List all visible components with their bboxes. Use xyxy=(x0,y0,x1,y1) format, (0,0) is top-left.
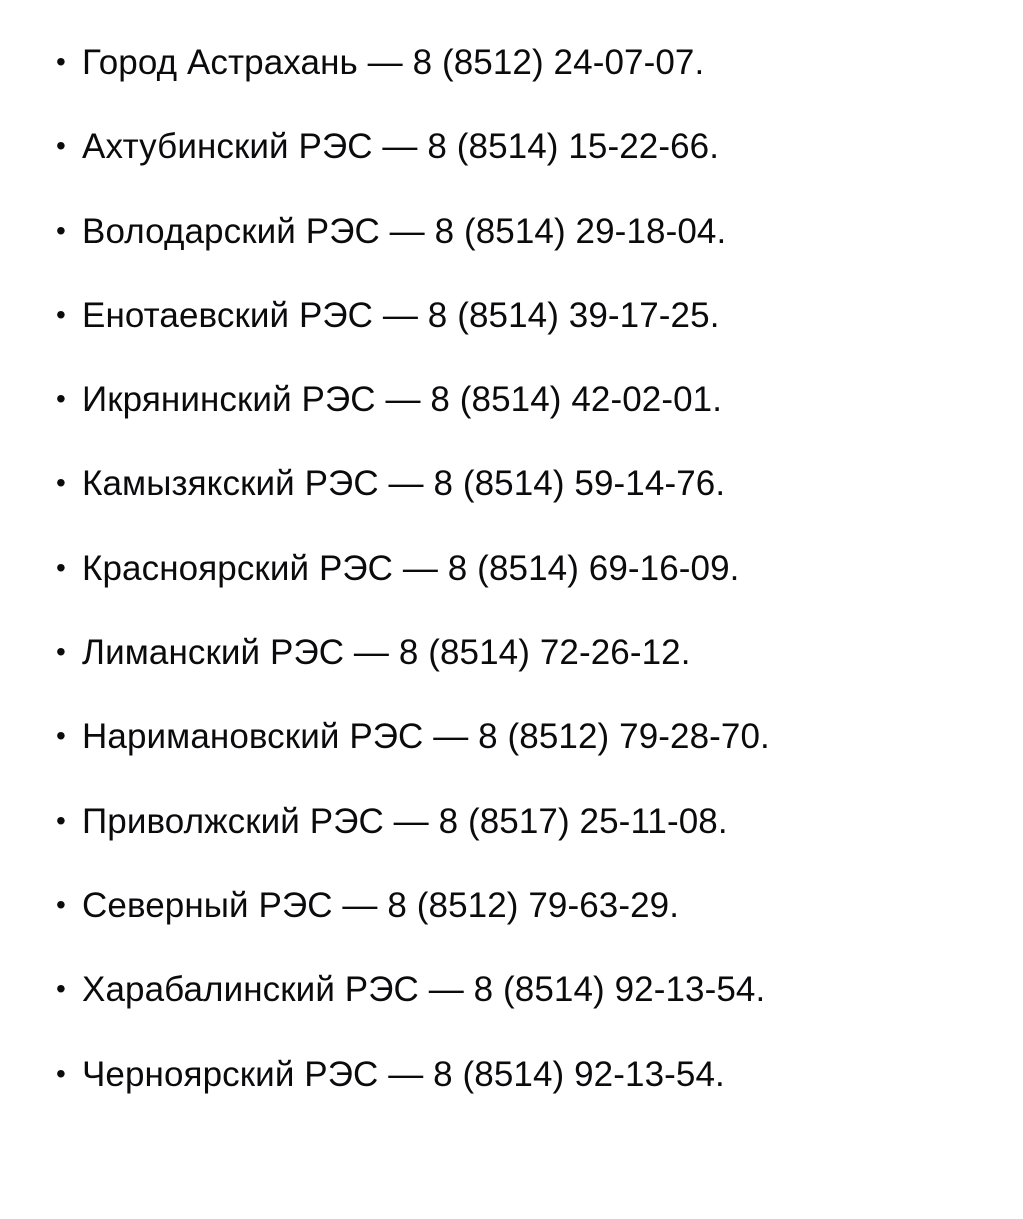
list-item xyxy=(40,42,983,83)
list-item xyxy=(40,463,983,504)
list-item-text: Ахтубинский РЭС — 8 (8514) 15-22-66. xyxy=(82,127,720,167)
bullet-icon: • xyxy=(56,214,66,246)
bullet-icon: • xyxy=(56,1057,66,1089)
bullet-icon: • xyxy=(56,888,66,920)
list-item-text: Харабалинский РЭС — 8 (8514) 92-13-54. xyxy=(82,970,766,1010)
list-item-text: Володарский РЭС — 8 (8514) 29-18-04. xyxy=(82,211,727,251)
list-item xyxy=(40,885,983,926)
bullet-icon: • xyxy=(56,383,66,415)
contact-list xyxy=(40,42,983,1095)
list-item xyxy=(40,969,983,1010)
list-item-text: Лиманский РЭС — 8 (8514) 72-26-12. xyxy=(82,633,691,673)
list-item-text: Приволжский РЭС — 8 (8517) 25-11-08. xyxy=(82,801,728,841)
list-item xyxy=(40,1054,983,1095)
list-item xyxy=(40,211,983,252)
list-item xyxy=(40,716,983,757)
bullet-icon: • xyxy=(56,720,66,752)
bullet-icon: • xyxy=(56,636,66,668)
list-item xyxy=(40,801,983,842)
list-item-text: Черноярский РЭС — 8 (8514) 92-13-54. xyxy=(82,1054,725,1094)
list-item-text: Северный РЭС — 8 (8512) 79-63-29. xyxy=(82,885,680,925)
bullet-icon: • xyxy=(56,467,66,499)
bullet-icon: • xyxy=(56,130,66,162)
list-item xyxy=(40,126,983,167)
bullet-icon: • xyxy=(56,46,66,77)
bullet-icon: • xyxy=(56,973,66,1005)
list-item xyxy=(40,295,983,336)
list-item-text: Красноярский РЭС — 8 (8514) 69-16-09. xyxy=(82,548,740,588)
list-item-text: Город Астрахань — 8 (8512) 24-07-07. xyxy=(82,43,705,82)
list-item-text: Енотаевский РЭС — 8 (8514) 39-17-25. xyxy=(82,295,720,335)
bullet-icon: • xyxy=(56,804,66,836)
list-item-text: Икрянинский РЭС — 8 (8514) 42-02-01. xyxy=(82,380,723,420)
bullet-icon: • xyxy=(56,551,66,583)
list-item-text: Камызякский РЭС — 8 (8514) 59-14-76. xyxy=(82,464,726,504)
list-item xyxy=(40,548,983,589)
bullet-icon: • xyxy=(56,298,66,330)
list-item xyxy=(40,379,983,420)
list-item-text: Наримановский РЭС — 8 (8512) 79-28-70. xyxy=(82,717,770,757)
list-item xyxy=(40,632,983,673)
